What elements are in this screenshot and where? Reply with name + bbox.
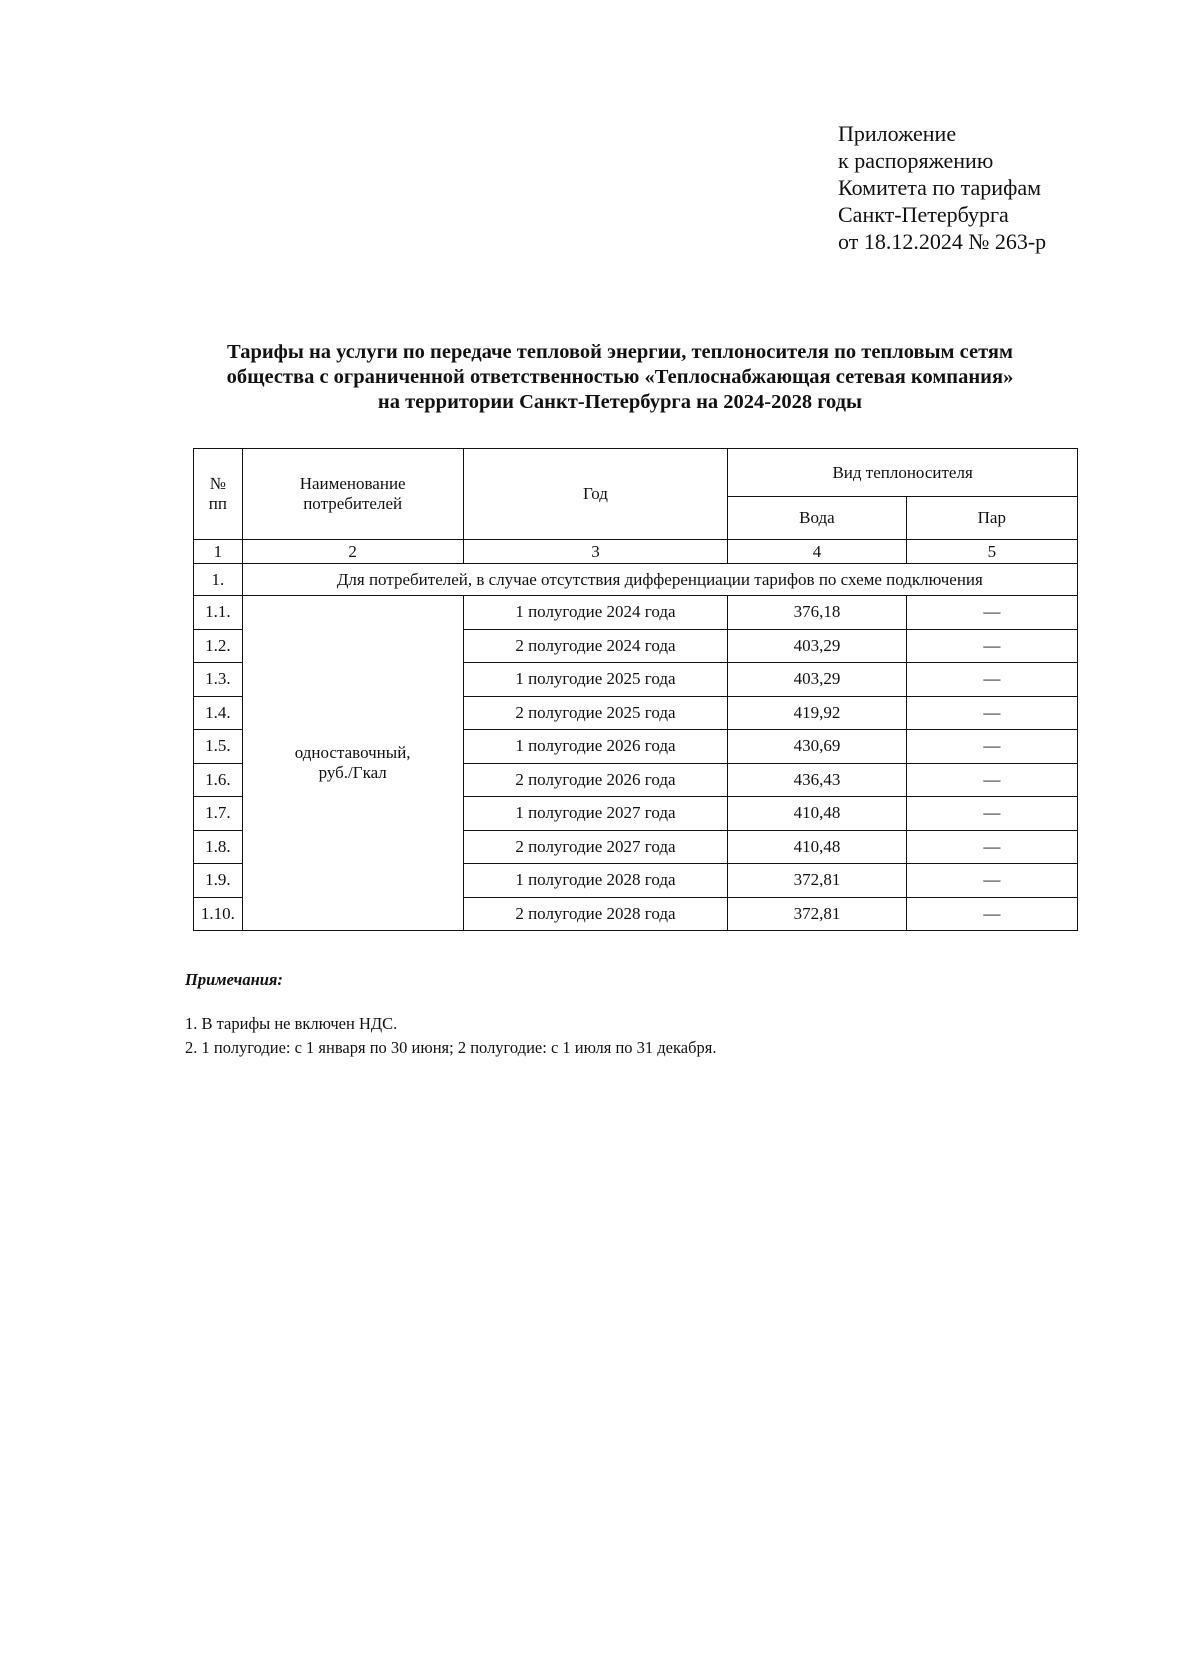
note-item: 2. 1 полугодие: с 1 января по 30 июня; 2 полугодие: с 1 июля по 31 декабря.: [185, 1038, 717, 1057]
appendix-line: от 18.12.2024 № 263-р: [838, 229, 1047, 254]
row-steam-value: —: [906, 730, 1077, 764]
header-steam: Пар: [906, 497, 1077, 540]
section-text: Для потребителей, в случае отсутствия дифференциации тарифов по схеме подключения: [242, 564, 1077, 596]
notes-block: [185, 970, 716, 1060]
row-water-value: 430,69: [728, 730, 906, 764]
row-period: 2 полугодие 2028 года: [463, 897, 728, 931]
row-period: 2 полугодие 2025 года: [463, 696, 728, 730]
row-number: 1.7.: [194, 797, 243, 831]
note-item: 1. В тарифы не включен НДС.: [185, 1014, 398, 1033]
section-number: 1.: [194, 564, 243, 596]
row-period: 1 полугодие 2027 года: [463, 797, 728, 831]
row-period: 1 полугодие 2028 года: [463, 864, 728, 898]
row-period: 2 полугодие 2027 года: [463, 830, 728, 864]
row-water-value: 372,81: [728, 897, 906, 931]
column-number: 4: [728, 540, 906, 564]
header-consumers: Наименование потребителей: [242, 449, 463, 540]
row-number: 1.5.: [194, 730, 243, 764]
title-line: Тарифы на услуги по передаче тепловой энергии, теплоносителя по тепловым сетям: [227, 341, 1013, 363]
title-line: на территории Санкт-Петербурга на 2024-2028 годы: [377, 391, 863, 413]
appendix-line: Приложение: [838, 121, 957, 146]
row-number: 1.8.: [194, 830, 243, 864]
row-water-value: 410,48: [728, 797, 906, 831]
table-row: [194, 596, 1078, 630]
row-period: 2 полугодие 2024 года: [463, 629, 728, 663]
row-steam-value: —: [906, 830, 1077, 864]
row-steam-value: —: [906, 696, 1077, 730]
row-period: 1 полугодие 2026 года: [463, 730, 728, 764]
row-number: 1.4.: [194, 696, 243, 730]
row-steam-value: —: [906, 763, 1077, 797]
appendix-line: Санкт-Петербурга: [838, 202, 1009, 227]
column-number: 3: [463, 540, 728, 564]
tariff-table: [193, 448, 1078, 931]
row-period: 2 полугодие 2026 года: [463, 763, 728, 797]
row-number: 1.9.: [194, 864, 243, 898]
row-steam-value: —: [906, 897, 1077, 931]
header-row: [194, 449, 1078, 497]
row-steam-value: —: [906, 596, 1077, 630]
section-row: [194, 564, 1078, 596]
header-number: № пп: [194, 449, 243, 540]
row-steam-value: —: [906, 797, 1077, 831]
appendix-line: к распоряжению: [838, 148, 994, 173]
column-number: 1: [194, 540, 243, 564]
row-water-value: 419,92: [728, 696, 906, 730]
row-period: 1 полугодие 2024 года: [463, 596, 728, 630]
consumer-name: одноставочный, руб./Гкал: [242, 596, 463, 931]
column-number: 5: [906, 540, 1077, 564]
row-water-value: 376,18: [728, 596, 906, 630]
row-number: 1.6.: [194, 763, 243, 797]
document-title: [150, 340, 1090, 415]
row-water-value: 403,29: [728, 629, 906, 663]
row-steam-value: —: [906, 629, 1077, 663]
row-number: 1.3.: [194, 663, 243, 697]
row-water-value: 436,43: [728, 763, 906, 797]
appendix-block: [838, 120, 1046, 255]
column-numbers-row: [194, 540, 1078, 564]
appendix-line: Комитета по тарифам: [838, 175, 1042, 200]
row-water-value: 410,48: [728, 830, 906, 864]
header-carrier-type: Вид теплоносителя: [728, 449, 1078, 497]
row-steam-value: —: [906, 864, 1077, 898]
notes-title: Примечания:: [185, 970, 283, 989]
header-water: Вода: [728, 497, 906, 540]
row-period: 1 полугодие 2025 года: [463, 663, 728, 697]
row-water-value: 372,81: [728, 864, 906, 898]
row-number: 1.1.: [194, 596, 243, 630]
row-number: 1.2.: [194, 629, 243, 663]
row-number: 1.10.: [194, 897, 243, 931]
title-line: общества с ограниченной ответственностью «Теплоснабжающая сетевая компания»: [226, 366, 1014, 388]
column-number: 2: [242, 540, 463, 564]
row-water-value: 403,29: [728, 663, 906, 697]
header-year: Год: [463, 449, 728, 540]
row-steam-value: —: [906, 663, 1077, 697]
